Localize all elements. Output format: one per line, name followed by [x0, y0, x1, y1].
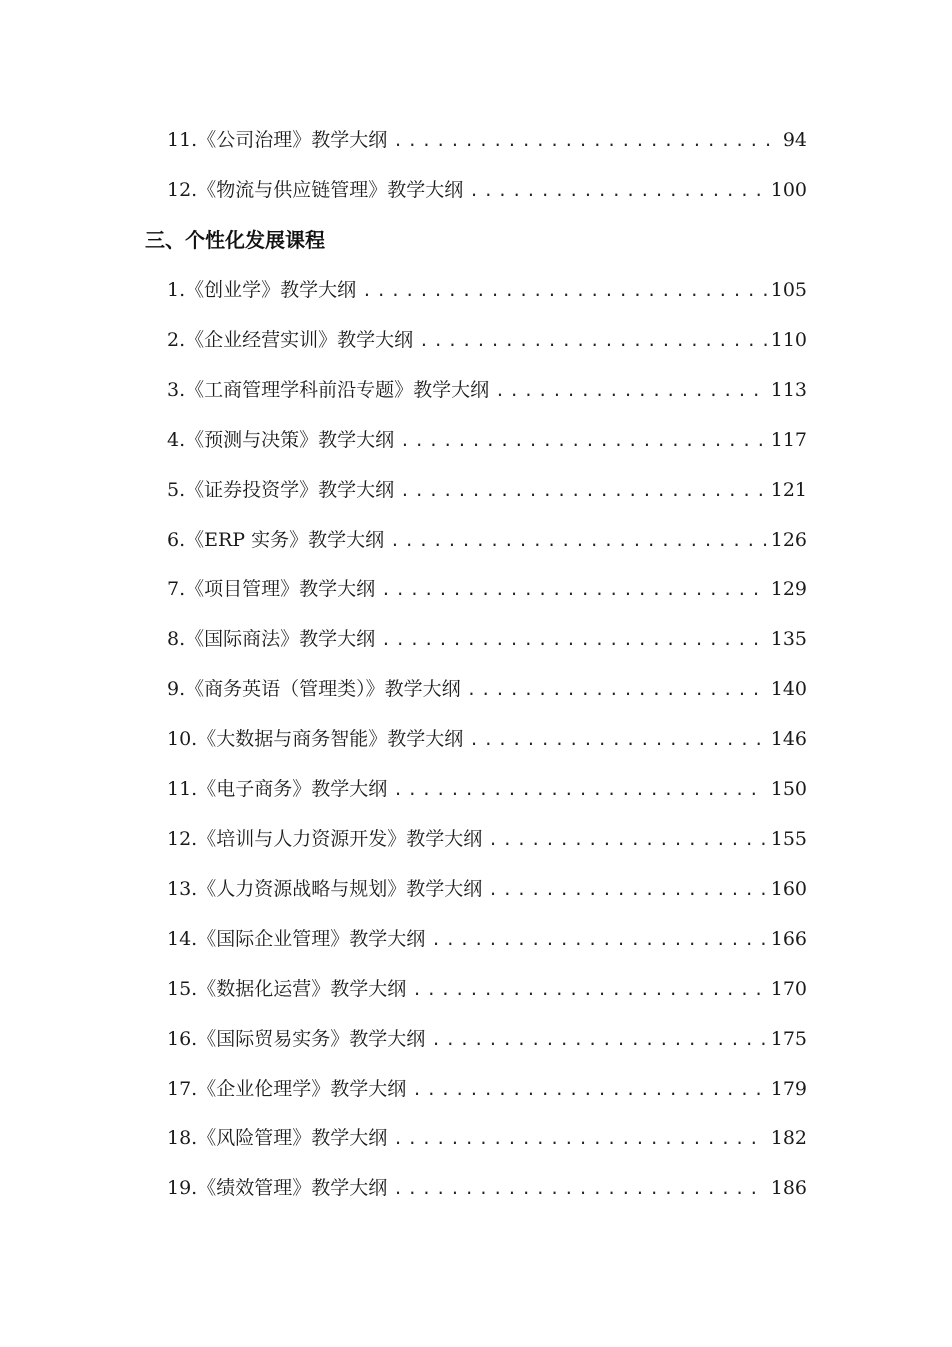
dot-leader: [393, 1124, 767, 1154]
toc-page-number: 160: [770, 878, 807, 900]
toc-page-number: 126: [770, 529, 807, 551]
toc-entry-label: 9.《商务英语（管理类）》教学大纲: [167, 678, 461, 700]
toc-entry[interactable]: [167, 574, 807, 604]
toc-entry-label: 18.《风险管理》教学大纲: [167, 1127, 388, 1149]
toc-page-number: 150: [770, 778, 807, 800]
toc-entry-label: 16.《国际贸易实务》教学大纲: [167, 1028, 426, 1050]
toc-entry[interactable]: [167, 425, 807, 455]
dot-leader: [393, 1174, 767, 1204]
dot-leader: [488, 875, 767, 905]
toc-entry[interactable]: [167, 624, 807, 654]
toc-entry[interactable]: [167, 874, 807, 904]
toc-entry-label: 17.《企业伦理学》教学大纲: [167, 1078, 407, 1100]
toc-page-number: 100: [770, 179, 807, 201]
dot-leader: [362, 276, 767, 306]
toc-page-number: 166: [770, 928, 807, 950]
toc-page-number: 179: [770, 1078, 807, 1100]
toc-entry-label: 5.《证券投资学》教学大纲: [167, 479, 395, 501]
toc-entry-label: 19.《绩效管理》教学大纲: [167, 1177, 388, 1199]
dot-leader: [469, 725, 767, 755]
dot-leader: [469, 176, 767, 206]
toc-page-number: 117: [770, 429, 807, 451]
toc-entry-label: 2.《企业经营实训》教学大纲: [167, 329, 414, 351]
dot-leader: [495, 376, 767, 406]
dot-leader: [488, 825, 767, 855]
toc-entry[interactable]: [167, 1123, 807, 1153]
dot-leader: [390, 526, 767, 556]
toc-entry[interactable]: [167, 774, 807, 804]
dot-leader: [419, 326, 767, 356]
toc-entry-label: 4.《预测与决策》教学大纲: [167, 429, 395, 451]
toc-entry[interactable]: [167, 325, 807, 355]
toc-entry[interactable]: [167, 724, 807, 754]
toc-entry-label: 1.《创业学》教学大纲: [167, 279, 357, 301]
dot-leader: [393, 775, 767, 805]
toc-entry[interactable]: [167, 1074, 807, 1104]
dot-leader: [381, 575, 767, 605]
dot-leader: [412, 1075, 767, 1105]
toc-entry-label: 15.《数据化运营》教学大纲: [167, 978, 407, 1000]
toc-entry[interactable]: [167, 475, 807, 505]
toc-entry-label: 6.《ERP 实务》教学大纲: [167, 529, 385, 551]
toc-entry-label: 13.《人力资源战略与规划》教学大纲: [167, 878, 483, 900]
toc-page-number: 113: [770, 379, 807, 401]
dot-leader: [393, 126, 779, 156]
dot-leader: [431, 925, 767, 955]
toc-page-number: 94: [782, 129, 807, 151]
toc-entry[interactable]: [167, 924, 807, 954]
toc-entry-label: 8.《国际商法》教学大纲: [167, 628, 376, 650]
toc-page-number: 129: [770, 578, 807, 600]
toc-page-number: 182: [770, 1127, 807, 1149]
toc-entry[interactable]: [167, 375, 807, 405]
dot-leader: [400, 426, 767, 456]
toc-entry[interactable]: [167, 1024, 807, 1054]
toc-entry[interactable]: [167, 674, 807, 704]
toc-entry-label: 12.《物流与供应链管理》教学大纲: [167, 179, 464, 201]
toc-entry-label: 7.《项目管理》教学大纲: [167, 578, 376, 600]
toc-entry-label: 3.《工商管理学科前沿专题》教学大纲: [167, 379, 490, 401]
toc-entry[interactable]: [167, 1173, 807, 1203]
toc-page-number: 135: [770, 628, 807, 650]
toc-entry[interactable]: [167, 974, 807, 1004]
toc-entry-label: 10.《大数据与商务智能》教学大纲: [167, 728, 464, 750]
toc-page-number: 140: [770, 678, 807, 700]
toc-page-number: 121: [770, 479, 807, 501]
toc-entry-label: 11.《公司治理》教学大纲: [167, 129, 388, 151]
toc-entry[interactable]: [167, 824, 807, 854]
dot-leader: [400, 476, 767, 506]
dot-leader: [467, 675, 767, 705]
toc-entry[interactable]: [167, 275, 807, 305]
toc-page-number: 170: [770, 978, 807, 1000]
toc-entry-label: 12.《培训与人力资源开发》教学大纲: [167, 828, 483, 850]
toc-page-number: 110: [770, 329, 807, 351]
dot-leader: [412, 975, 767, 1005]
toc-page-number: 186: [770, 1177, 807, 1199]
toc-page-number: 105: [770, 279, 807, 301]
toc-entry-label: 11.《电子商务》教学大纲: [167, 778, 388, 800]
toc-page-number: 155: [770, 828, 807, 850]
toc-entry[interactable]: [167, 125, 807, 155]
toc-page-number: 175: [770, 1028, 807, 1050]
section-heading[interactable]: 三、个性化发展课程: [145, 228, 325, 252]
toc-entry-label: 14.《国际企业管理》教学大纲: [167, 928, 426, 950]
toc-page-number: 146: [770, 728, 807, 750]
dot-leader: [381, 625, 767, 655]
toc-entry[interactable]: [167, 175, 807, 205]
toc-entry[interactable]: [167, 525, 807, 555]
dot-leader: [431, 1025, 767, 1055]
